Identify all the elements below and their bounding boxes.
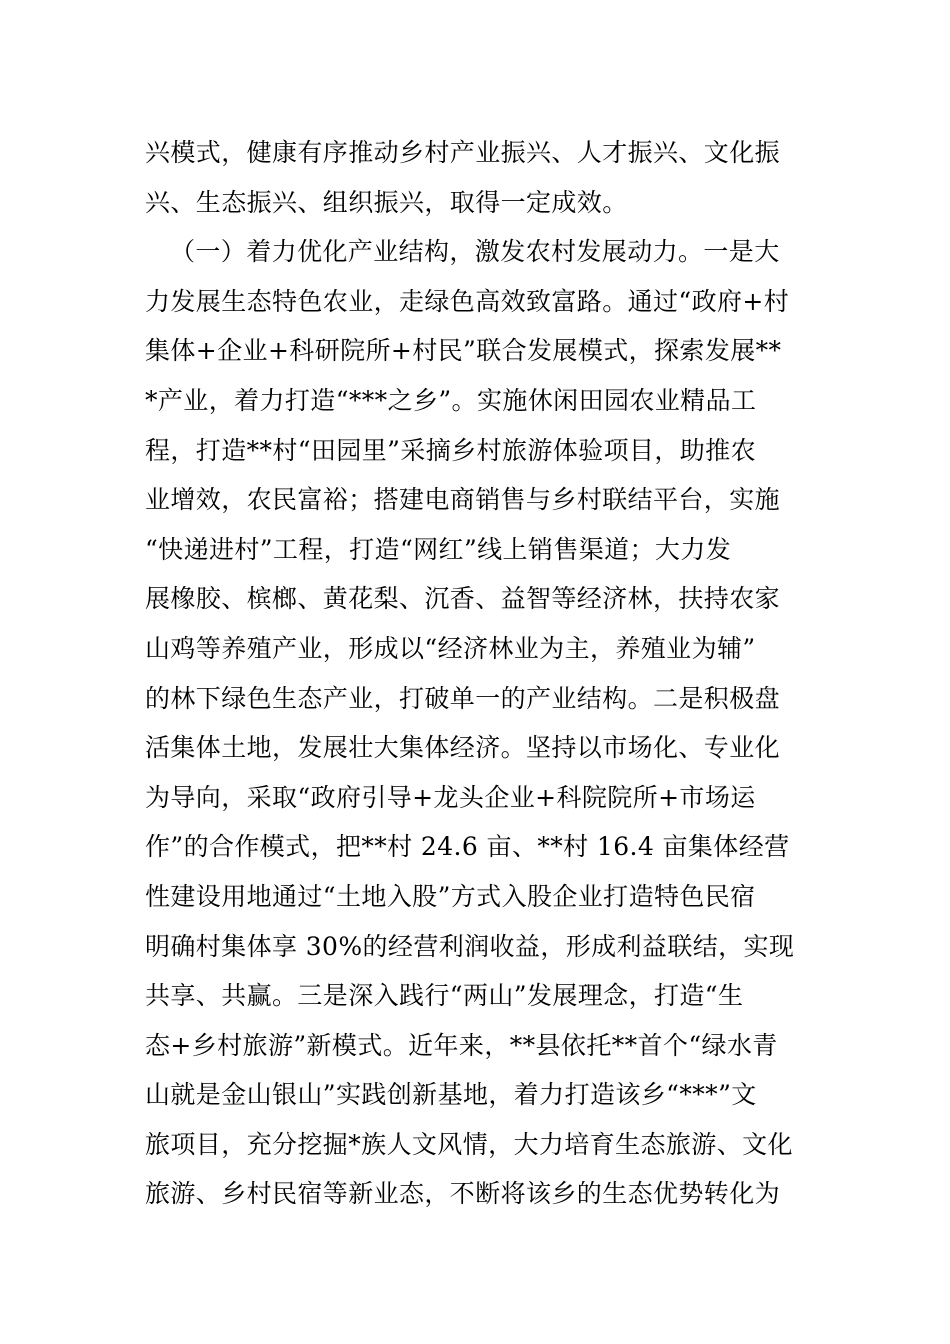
text-line: 程，打造**村“田园里”采摘乡村旅游体验项目，助推农 — [145, 435, 756, 465]
text-line: 的林下绿色生态产业，打破单一的产业结构。二是积极盘 — [145, 683, 781, 713]
text-line: 集体+企业+科研院所+村民”联合发展模式，探索发展** — [145, 336, 782, 366]
text-line: 山就是金山银山”实践创新基地，着力打造该乡“***”文 — [145, 1080, 757, 1110]
text-line: 性建设用地通过“土地入股”方式入股企业打造特色民宿 — [145, 881, 756, 911]
text-line: 兴模式，健康有序推动乡村产业振兴、人才振兴、文化振 — [145, 138, 781, 167]
text-line: 力发展生态特色农业，走绿色高效致富路。通过“政府+村 — [145, 286, 790, 316]
text-line: 山鸡等养殖产业，形成以“经济林业为主，养殖业为辅” — [145, 633, 756, 663]
text-line: 共享、共赢。三是深入践行“两山”发展理念，打造“生 — [145, 981, 744, 1011]
text-line: 业增效，农民富裕；搭建电商销售与乡村联结平台，实施 — [145, 485, 781, 515]
text-line: *产业，着力打造“***之乡”。实施休闲田园农业精品工 — [145, 385, 757, 415]
text-line: 展橡胶、槟榔、黄花梨、沉香、益智等经济林，扶持农家 — [145, 584, 781, 614]
section-heading-line: （一）着力优化产业结构，激发农村发展动力。一是大 — [170, 237, 780, 267]
text-line: 为导向，采取“政府引导+龙头企业+科院院所+市场运 — [145, 782, 756, 812]
body-text — [145, 128, 810, 1219]
text-line: 态+乡村旅游”新模式。近年来，**县依托**首个“绿水青 — [145, 1030, 778, 1060]
text-line: “快递进村”工程，打造“网红”线上销售渠道；大力发 — [145, 534, 732, 564]
text-line: 活集体土地，发展壮大集体经济。坚持以市场化、专业化 — [145, 733, 781, 763]
text-line: 明确村集体享 30%的经营利润收益，形成利益联结，实现 — [145, 931, 795, 961]
text-line: 作”的合作模式，把**村 24.6 亩、**村 16.4 亩集体经营 — [145, 832, 790, 862]
text-line: 旅游、乡村民宿等新业态，不断将该乡的生态优势转化为 — [145, 1179, 781, 1209]
text-line: 旅项目，充分挖掘*族人文风情，大力培育生态旅游、文化 — [145, 1129, 793, 1159]
text-line: 兴、生态振兴、组织振兴，取得一定成效。 — [145, 187, 628, 217]
